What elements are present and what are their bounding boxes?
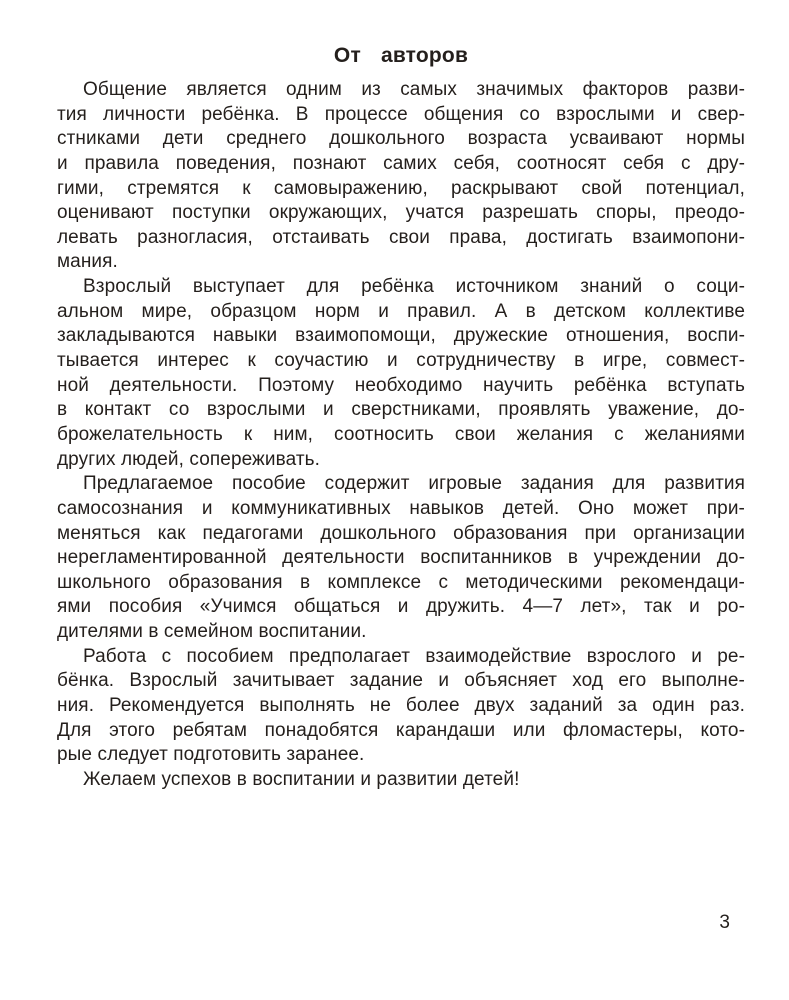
text-line: Желаем успехов в воспитании и развитии детей! xyxy=(83,768,520,790)
text-line: Взрослый выступает для ребёнка источником знаний о соци- xyxy=(83,276,745,298)
text-line: рые следует подготовить заранее. xyxy=(57,744,365,766)
text-line: стниками дети среднего дошкольного возраста усваивают нормы xyxy=(57,128,745,150)
text-line: ями пособия «Учимся общаться и дружить. 4—7 лет», так и ро- xyxy=(57,596,745,618)
text-line: мания. xyxy=(57,251,118,273)
text-line: альном мире, образцом норм и правил. А в детском коллективе xyxy=(57,300,745,322)
text-line: меняться как педагогами дошкольного образования при организации xyxy=(57,522,745,544)
text-line: тия личности ребёнка. В процессе общения со взрослыми и свер- xyxy=(57,103,745,125)
text-body xyxy=(57,78,745,793)
text-line: Работа с пособием предполагает взаимодействие взрослого и ре- xyxy=(83,645,745,667)
text-line: и правила поведения, познают самих себя, соотносят себя с дру- xyxy=(57,152,745,174)
text-line: оценивают поступки окружающих, учатся разрешать споры, преодо- xyxy=(57,202,745,224)
page-title: От авторов xyxy=(333,44,469,67)
text-line: других людей, сопереживать. xyxy=(57,448,320,470)
text-line: нерегламентированной деятельности воспитанников в учреждении до- xyxy=(57,547,745,569)
text-line: в контакт со взрослыми и сверстниками, проявлять уважение, до- xyxy=(57,399,745,421)
text-line: Общение является одним из самых значимых факторов разви- xyxy=(83,79,745,100)
text-line: бёнка. Взрослый зачитывает задание и объясняет ход его выполне- xyxy=(57,670,745,692)
text-line: ной деятельности. Поэтому необходимо научить ребёнка вступать xyxy=(57,374,745,396)
text-line: Для этого ребятам понадобятся карандаши или фломастеры, кото- xyxy=(57,719,745,741)
text-line: Предлагаемое пособие содержит игровые задания для развития xyxy=(83,473,745,495)
text-line: школьного образования в комплексе с методическими рекомендаци- xyxy=(57,571,745,593)
text-line: самосознания и коммуникативных навыков детей. Оно может при- xyxy=(57,497,745,519)
text-line: закладываются навыки взаимопомощи, дружеские отношения, воспи- xyxy=(57,325,745,347)
text-line: брожелательность к ним, соотносить свои желания с желаниями xyxy=(57,423,745,445)
text-line: левать разногласия, отстаивать свои права, достигать взаимопони- xyxy=(57,226,745,248)
text-line: тывается интерес к соучастию и сотрудничеству в игре, совмест- xyxy=(57,350,745,372)
text-line: дителями в семейном воспитании. xyxy=(57,621,367,643)
text-line: гими, стремятся к самовыражению, раскрывают свой потенциал, xyxy=(57,177,745,199)
page-number: 3 xyxy=(719,912,730,933)
text-line: ния. Рекомендуется выполнять не более двух заданий за один раз. xyxy=(57,695,745,717)
